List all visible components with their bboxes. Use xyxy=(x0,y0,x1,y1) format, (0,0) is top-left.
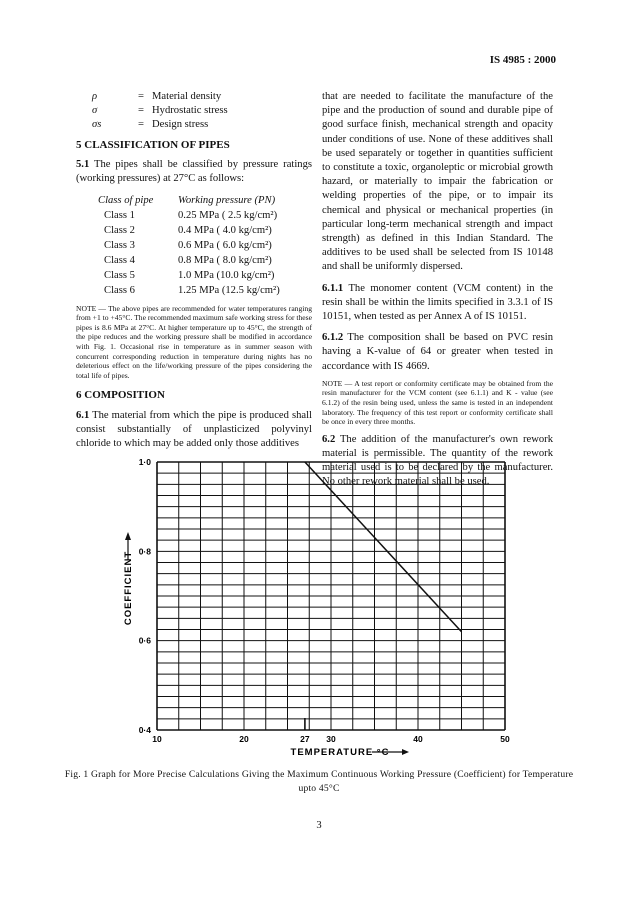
table-row: Class 4 0.8 MPa ( 8.0 kg/cm²) xyxy=(104,254,272,266)
table-row: Class 5 1.0 MPa (10.0 kg/cm²) xyxy=(104,269,275,281)
chart-ticks xyxy=(139,457,510,744)
note-temperature: NOTE — The above pipes are recommended for water temperatures ranging from +1 to +45°C. The recommended maximum safe working stress for these pipes is 8.6 MPa at 27°C. At higher temperature up to 45°C, the strength of the pipe reduces and the working pressure shall be modified in accordance with Fig. 1. Occasional rise in temperature as in summer season with concurrent corresponding reduction in temperature during nights has no deleterious effect on the life/working pressure of the pipes considering the total life of pipes. xyxy=(76,303,312,380)
x-tick-label: 27 xyxy=(300,734,310,744)
x-tick-label: 30 xyxy=(326,734,336,744)
paragraph-6-2: 6.2 The addition of the manufacturer's own rework material is permissible. The quantity of the rework material used is to be declared by the manufacturer. No other rework material shall be used. xyxy=(322,433,553,488)
x-tick-label: 50 xyxy=(500,734,510,744)
table-header: Class of pipe Working pressure (PN) xyxy=(98,194,276,206)
paragraph-6-1-2: 6.1.2 The composition shall be based on PVC resin having a K-value of 64 or greater when tested in accordance with IS 4669. xyxy=(322,332,553,372)
table-row: Class 6 1.25 MPa (12.5 kg/cm²) xyxy=(104,284,280,296)
section-heading-6: 6 COMPOSITION xyxy=(76,389,165,402)
chart-xlabel: TEMPERATURE °C xyxy=(290,747,390,758)
left-column xyxy=(76,90,312,451)
table-row: Class 2 0.4 MPa ( 4.0 kg/cm²) xyxy=(104,224,272,236)
y-tick-label: 0·8 xyxy=(138,546,151,557)
chart-grid xyxy=(157,462,505,730)
paragraph-6-1: 6.1 The material from which the pipe is produced shall consist substantially of unplasticized polyvinyl chloride to which may be added only those additives xyxy=(76,409,313,449)
symbol-row: σs = Design stress xyxy=(92,119,209,130)
paragraph-6-1-1: 6.1.1 The monomer content (VCM content) in the resin shall be within the limits specified in 3.3.1 of IS 10151, when tested as per Annex A of IS 10151. xyxy=(322,282,553,323)
note-test-report: NOTE — A test report or conformity certificate may be obtained from the resin manufacturer for the VCM content (see 6.1.1) and K - value (see 6.1.2) of the resin being used, unless the same is tested in an independent laboratory. The frequency of this test report or conformity certificate shall be once in every three months. xyxy=(322,378,553,427)
y-tick-label: 0·6 xyxy=(138,635,151,646)
xlabel-arrow-head xyxy=(402,749,409,755)
paragraph-additives: that are needed to facilitate the manufacture of the pipe and the production of sound and durable pipe of good surface finish, mechanical strength and opacity under conditions of use. None of these additives shall be used separately or together in quantities sufficient to constitute a toxic, organoleptic or microbial growth hazard, or materially to impair the fabrication or welding properties of the pipe, or to impair its chemical and physical or mechanical properties (in particular long-term mechanical strength and impact strength) as defined in this Indian Standard. The additives to be used shall be selected from IS 10148 and shall be uniformly dispersed. xyxy=(322,91,553,273)
table-row: Class 3 0.6 MPa ( 6.0 kg/cm²) xyxy=(104,239,272,251)
paragraph-5-1: 5.1 The pipes shall be classified by pressure ratings (working pressures) at 27°C as follows: xyxy=(76,159,312,185)
ylabel-arrow-head xyxy=(125,532,131,540)
pressure-class-table xyxy=(98,193,312,298)
document-code: IS 4985 : 2000 xyxy=(489,54,556,66)
x-tick-label: 10 xyxy=(152,734,162,744)
right-column xyxy=(322,90,553,490)
x-tick-label: 40 xyxy=(413,734,423,744)
section-heading-5: 5 CLASSIFICATION OF PIPES xyxy=(76,139,230,151)
chart-ylabel: COEFFICIENT xyxy=(123,550,134,626)
figure-caption: Fig. 1 Graph for More Precise Calculations Giving the Maximum Continuous Working Pressure (Coefficient) for Temperature upto 45°C xyxy=(64,769,574,794)
table-row: Class 1 0.25 MPa ( 2.5 kg/cm²) xyxy=(104,209,278,221)
symbol-row: ρ = Material density xyxy=(92,91,222,102)
x-tick-label: 20 xyxy=(239,734,249,744)
page-number: 3 xyxy=(316,820,322,831)
symbol-row: σ = Hydrostatic stress xyxy=(92,105,228,116)
y-tick-label: 1·0 xyxy=(138,457,151,467)
y-tick-label: 0·4 xyxy=(138,725,151,735)
